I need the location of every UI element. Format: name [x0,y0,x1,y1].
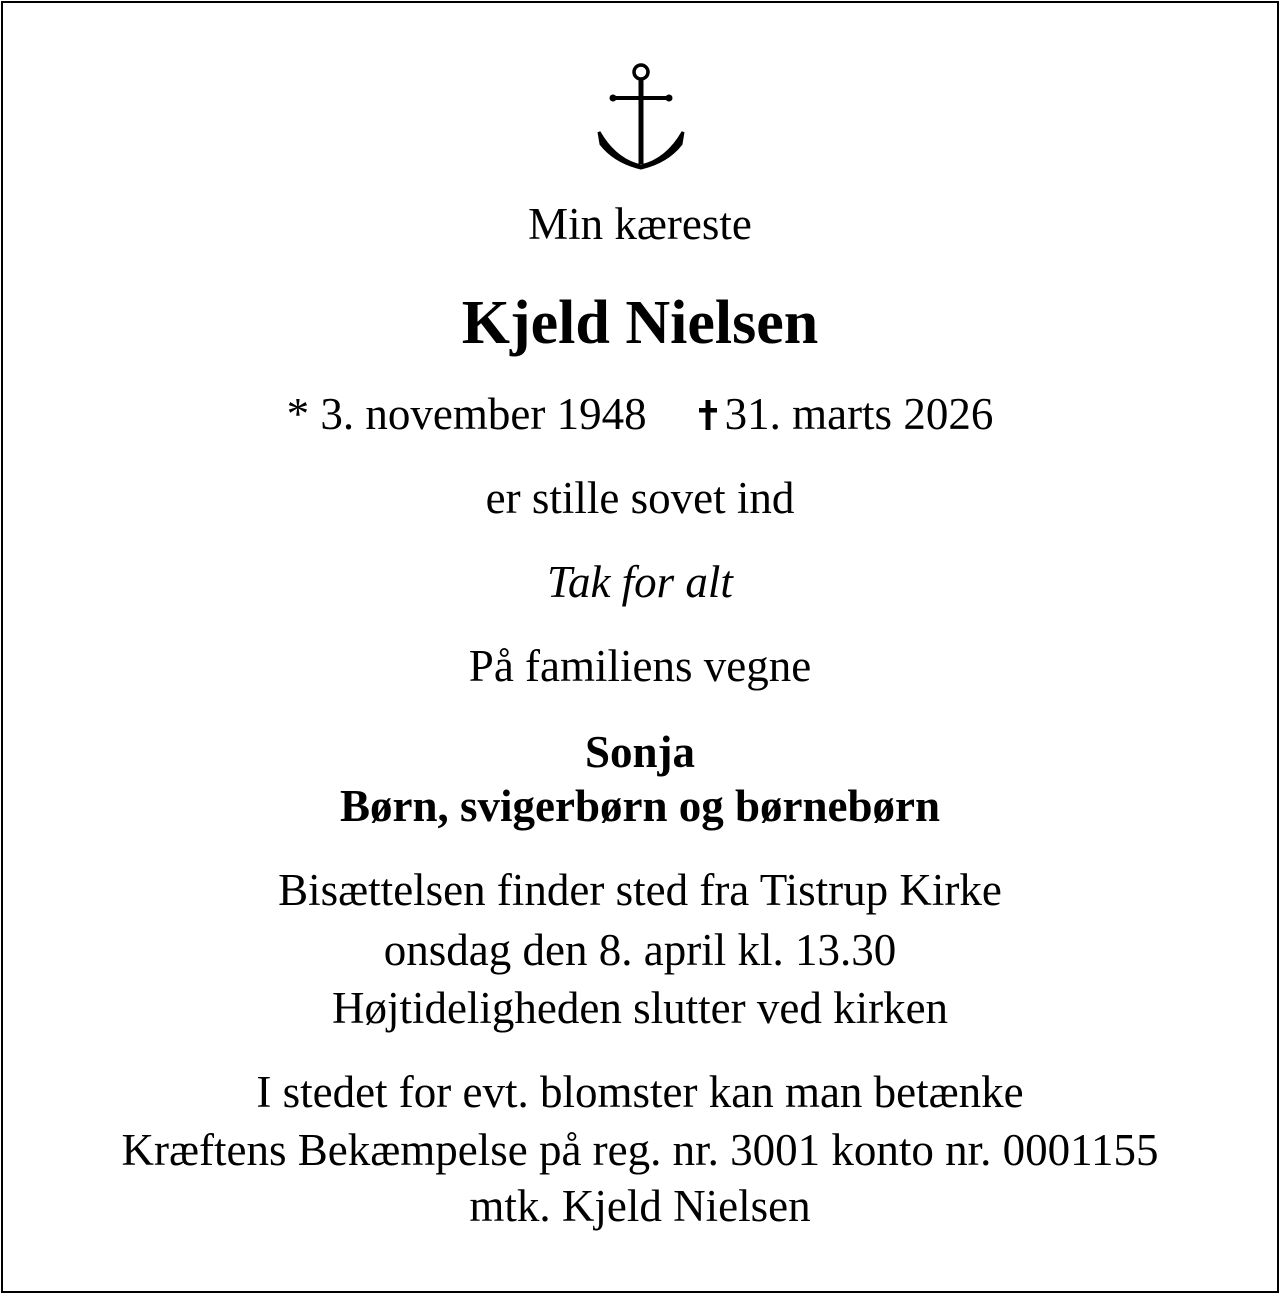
intro-text: Min kæreste [528,199,752,249]
death-date: 31. marts 2026 [724,389,994,439]
thanks-text: Tak for alt [547,557,733,607]
donation-line: Kræftens Bekæmpelse på reg. nr. 3001 konto nr. 0001155 [121,1125,1159,1175]
cross-icon [697,399,719,431]
anchor-icon [595,62,687,170]
family-name: Sonja [584,727,696,777]
passed-text: er stille sovet ind [485,473,795,523]
on-behalf-text: På familiens vegne [468,641,812,691]
dates [0,388,1280,440]
deceased-name: Kjeld Nielsen [461,289,819,357]
family-relatives: Børn, svigerbørn og børnebørn [339,781,941,831]
funeral-line: onsdag den 8. april kl. 13.30 [383,925,897,975]
donation-line: I stedet for evt. blomster kan man betænke [256,1067,1024,1117]
donation-line: mtk. Kjeld Nielsen [469,1181,811,1231]
birth-date: * 3. november 1948 [286,389,647,439]
funeral-line: Højtideligheden slutter ved kirken [331,983,949,1033]
funeral-line: Bisættelsen finder sted fra Tistrup Kirke [278,865,1002,915]
